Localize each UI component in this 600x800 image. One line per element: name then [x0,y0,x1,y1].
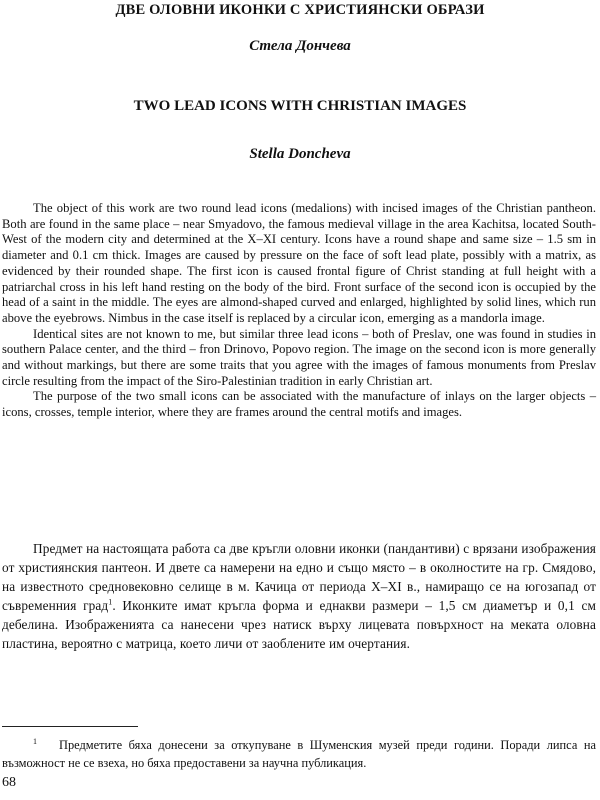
body-text: . Иконките имат кръгла форма и еднакви размери – 1,5 см диаметър и 0,1 см дебелина. Изображенията са нанесени чрез натиск върху лицевата повърхност на меката оловна пластина, вероятно с матрица, което личи от заоблените им очертания. [2,597,596,651]
footnote-text: Предметите бяха донесени за откупуване в Шуменския музей преди години. Поради липса на възможност не се взеха, но бяха предоставени за научна публикация. [2,738,596,770]
english-abstract [2,201,596,421]
body-paragraph [2,540,596,653]
footnote: 1 Предметите бяха донесени за откупуване в Шуменския музей преди години. Поради липса на възможност не се взеха, но бяха предоставени за научна публикация. [2,736,596,770]
body-text: Предмет на настоящата работа са две кръгли оловни иконки (пандантиви) с врязани изображения от християнския пантеон. И двете са намерени на едно и също място – в околностите на гр. Смядово, на известното средновековно селище в м. Качица от периода X–XI в., намиращо се на югозапад от съвременния град [2,541,596,613]
abstract-paragraph: The purpose of the two small icons can be associated with the manufacture of inlays on the larger objects – icons, crosses, temple interior, where they are frames around the central motifs and images. [2,389,596,420]
abstract-paragraph: Identical sites are not known to me, but similar three lead icons – both of Preslav, one was found in studies in southern Palace center, and the third – fron Drinovo, Popovo region. The image on the second icon is more generally and without markings, but there are some traits that you agree with the images of famous monuments from Preslav circle resulting from the impact of the Siro-Palestinian tradition in early Christian art. [2,326,596,388]
footnote-reference[interactable]: 1 [108,597,113,607]
bulgarian-title: ДВЕ ОЛОВНИ ИКОНКИ С ХРИСТИЯНСКИ ОБРАЗИ [115,2,485,18]
english-title: TWO LEAD ICONS WITH CHRISTIAN IMAGES [133,98,467,114]
bulgarian-body [2,540,596,653]
bulgarian-author: Стела Дончева [249,38,351,54]
page-number: 68 [2,775,16,790]
english-author: Stella Doncheva [249,146,351,162]
footnote-divider [2,726,138,727]
abstract-paragraph: The object of this work are two round lead icons (medalions) with incised images of the Christian pantheon. Both are found in the same place – near Smyadovo, the famous medieval village in the area Kachitsa, located South-West of the modern city and determined at the X–XI century. Icons have a round shape and same size – 1.5 sm in diameter and 0.1 cm thick. Images are caused by pressure on the face of soft lead plate, possibly with a matrix, as evidenced by their rounded shape. The first icon is caused frontal figure of Christ standing at full height with a patriarchal cross in his left hand resting on the body of the bird. Front surface of the second icon is occupied by the head of a saint in the middle. The eyes are almond-shaped curved and enlarged, highlighted by solid lines, which run above the eyebrows. Nimbus in the case itself is replaced by a circular icon, emerging as a mandorla image. [2,201,596,325]
